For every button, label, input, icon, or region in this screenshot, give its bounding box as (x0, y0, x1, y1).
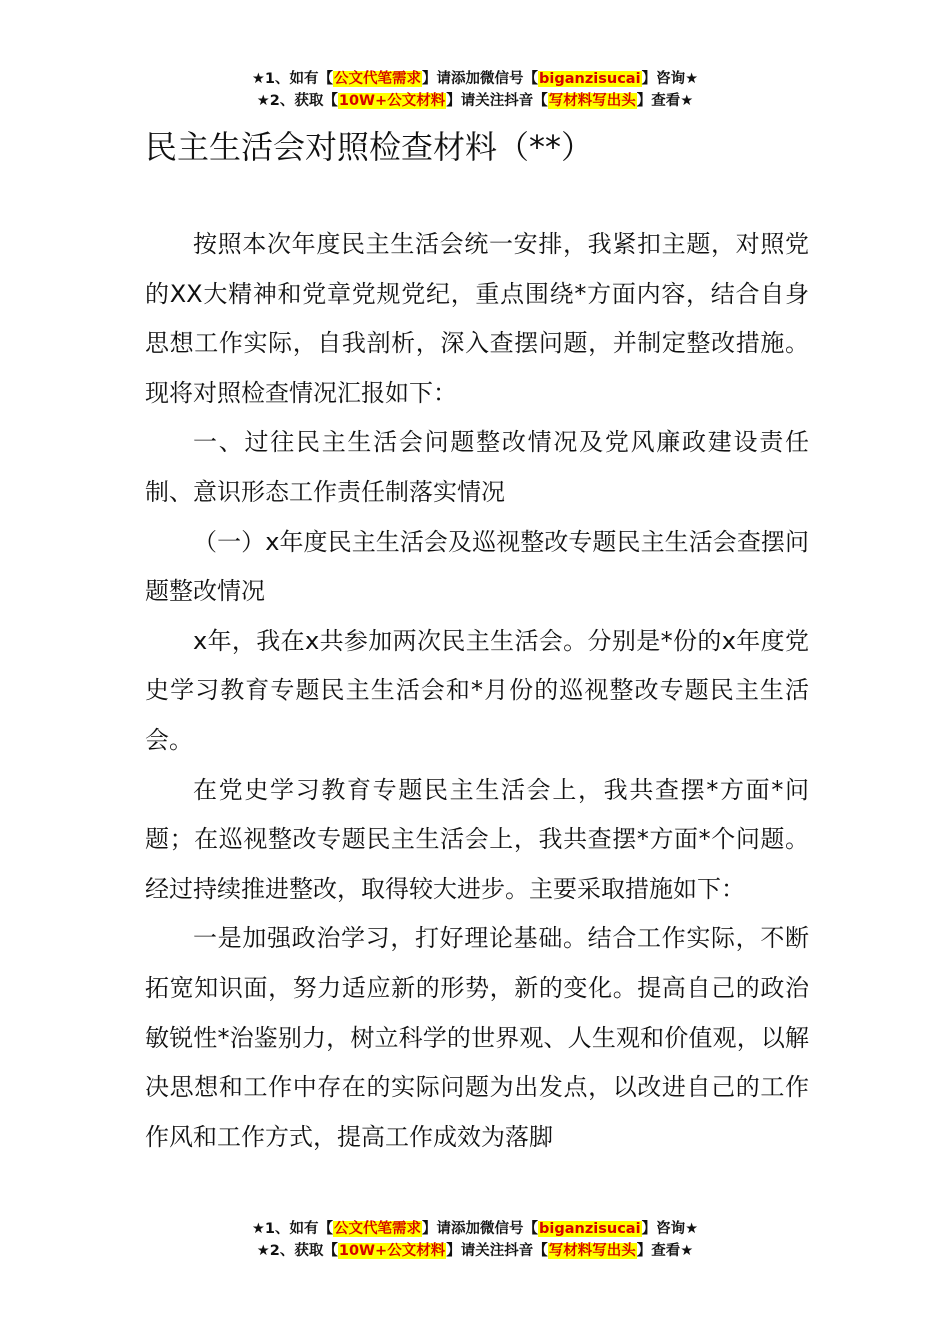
promo-line-1 (0, 1218, 950, 1240)
promo-line-1-suffix: 】咨询★ (641, 1221, 699, 1237)
promo-line-2-suffix: 】查看★ (636, 1243, 694, 1259)
document-body (145, 220, 809, 1162)
paragraph-issues: 在党史学习教育专题民主生活会上，我共查摆*方面*问题；在巡视整改专题民主生活会上，我共查摆*方面*个问题。经过持续推进整改，取得较大进步。主要采取措施如下： (145, 775, 809, 903)
heading-subsection-1: （一）x年度民主生活会及巡视整改专题民主生活会查摆问题整改情况 (145, 527, 809, 606)
promo-banner-top (0, 68, 950, 112)
paragraph-intro: 按照本次年度民主生活会统一安排，我紧扣主题，对照党的XX大精神和党章党规党纪，重点围绕*方面内容，结合自身思想工作实际，自我剖析，深入查摆问题，并制定整改措施。现将对照检查情况汇报如下： (145, 230, 809, 407)
promo-line-1 (0, 68, 950, 90)
promo-highlight-douyin: 写材料写出头 (548, 1243, 636, 1259)
promo-highlight-wechat-id: biganzisucai (539, 1221, 641, 1237)
promo-banner-bottom (0, 1218, 950, 1262)
promo-line-1-middle: 】请添加微信号【 (422, 71, 539, 87)
paragraph-meetings: x年，我在x共参加两次民主生活会。分别是*份的x年度党史学习教育专题民主生活会和*月份的巡视整改专题民主生活会。 (145, 626, 809, 754)
promo-line-1-prefix: ★1、如有【 (251, 1221, 334, 1237)
promo-highlight-materials: 10W+公文材料 (338, 93, 446, 109)
promo-highlight-materials: 10W+公文材料 (338, 1243, 446, 1259)
promo-highlight-service: 公文代笔需求 (334, 1221, 422, 1237)
promo-highlight-wechat-id: biganzisucai (539, 71, 641, 87)
promo-line-2 (0, 1240, 950, 1262)
promo-line-2-suffix: 】查看★ (636, 93, 694, 109)
promo-line-2-prefix: ★2、获取【 (256, 1243, 338, 1259)
promo-line-2 (0, 90, 950, 112)
document-title: 民主生活会对照检查材料（**） (145, 128, 594, 166)
heading-section-1: 一、过往民主生活会问题整改情况及党风廉政建设责任制、意识形态工作责任制落实情况 (145, 428, 809, 506)
promo-line-1-suffix: 】咨询★ (641, 71, 699, 87)
promo-highlight-service: 公文代笔需求 (334, 71, 422, 87)
promo-line-2-prefix: ★2、获取【 (256, 93, 338, 109)
promo-line-2-middle: 】请关注抖音【 (446, 93, 548, 109)
promo-line-2-middle: 】请关注抖音【 (446, 1243, 548, 1259)
paragraph-measure-1: 一是加强政治学习，打好理论基础。结合工作实际，不断拓宽知识面，努力适应新的形势，新的变化。提高自己的政治敏锐性*治鉴别力，树立科学的世界观、人生观和价值观，以解决思想和工作中存在的实际问题为出发点，以改进自己的工作作风和工作方式，提高工作成效为落脚 (145, 924, 809, 1151)
promo-line-1-prefix: ★1、如有【 (251, 71, 334, 87)
promo-highlight-douyin: 写材料写出头 (548, 93, 636, 109)
promo-line-1-middle: 】请添加微信号【 (422, 1221, 539, 1237)
